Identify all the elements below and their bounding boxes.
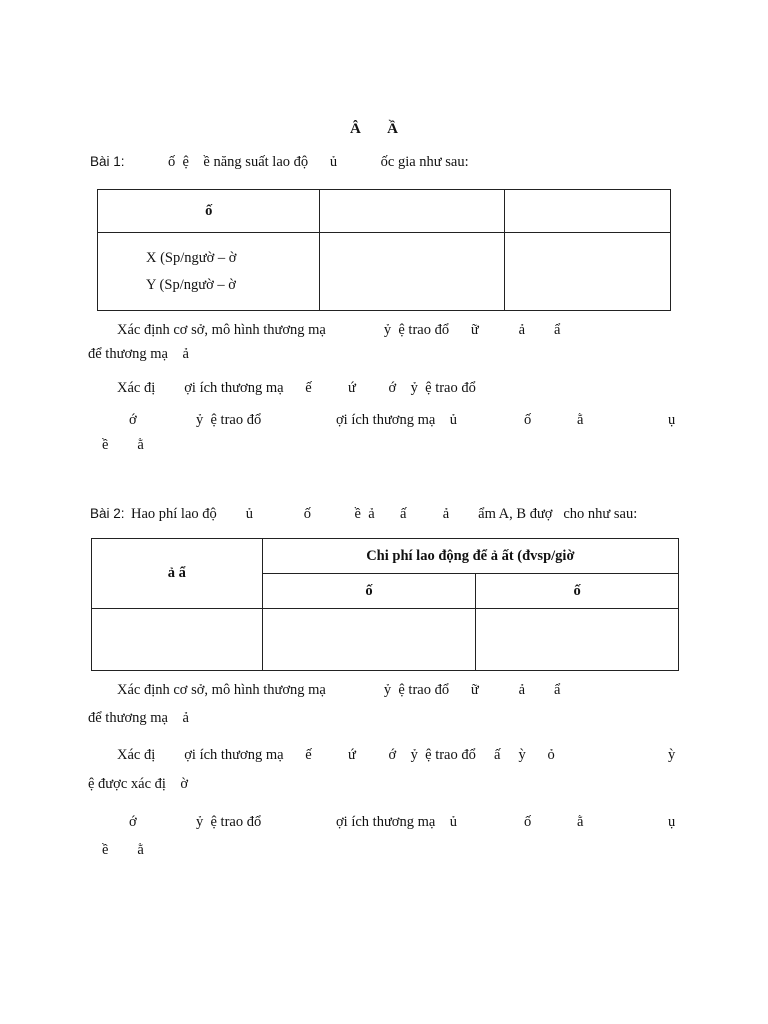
table-1-header-col3 [504, 190, 670, 233]
exercise-1-question-3-cont: ề ằ [102, 437, 144, 453]
exercise-2-question-1: Xác định cơ sở, mô hình thương mạ ỷ ệ trao đổ ữ ả ẩ [117, 682, 561, 698]
exercise-2-table [91, 538, 679, 671]
table-1-row-x: X (Sp/ngườ – ờ [146, 249, 237, 266]
exercise-1-question-3-f: ụ [668, 412, 676, 428]
exercise-1-question-2: Xác đị ợi ích thương mạ ế ứ ớ ỷ ệ trao đổ [117, 380, 476, 396]
table-2-cell [476, 609, 679, 671]
exercise-2-question-3-e: ằ [577, 814, 584, 830]
exercise-1-table [97, 189, 671, 311]
table-2-sub-head-1 [262, 574, 476, 609]
document-title: Â Ầ [350, 121, 398, 137]
table-2-cell [92, 609, 263, 671]
exercise-2-question-3-a: ớ [129, 814, 137, 830]
exercise-2-question-3-cont: ề ằ [102, 842, 144, 858]
exercise-2-label: Bài 2: [90, 506, 125, 521]
exercise-1-question-3-b: ỷ ệ trao đổ [196, 412, 262, 428]
exercise-1-question-3-e: ằ [577, 412, 584, 428]
table-1-header-col2 [320, 190, 504, 233]
exercise-2-question-2-end: ỳ [668, 747, 676, 763]
exercise-1-question-1: Xác định cơ sở, mô hình thương mạ ỷ ệ trao đổ ữ ả ẩ [117, 322, 561, 338]
exercise-2-question-3-b: ỷ ệ trao đổ [196, 814, 262, 830]
table-2-row-head-text: ả ẩ [167, 565, 186, 581]
exercise-1-question-3-a: ớ [129, 412, 137, 428]
exercise-1-question-3-d: ố [524, 412, 532, 428]
exercise-1-label: Bài 1: [90, 154, 125, 169]
exercise-2-question-2-cont: ệ được xác đị ờ [88, 776, 189, 792]
exercise-2-question-3-f: ụ [668, 814, 676, 830]
table-2-top-head [262, 539, 678, 574]
table-2-sub-head-1-text: ố [365, 582, 373, 599]
exercise-2-question-1-cont: để thương mạ ả [88, 710, 189, 726]
table-1-row-y: Y (Sp/ngườ – ờ [146, 276, 236, 293]
table-2-cell [262, 609, 476, 671]
table-2-sub-head-2-text: ố [573, 582, 581, 599]
exercise-2-question-2: Xác đị ợi ích thương mạ ế ứ ớ ỷ ệ trao đổ ấ ỳ ỏ [117, 747, 555, 763]
exercise-2-question-3-c: ợi ích thương mạ ủ [336, 814, 458, 830]
exercise-1-question-1-cont: để thương mạ ả [88, 346, 189, 362]
exercise-1-intro: ố ệ ề năng suất lao độ ủ ốc gia như sau: [168, 154, 469, 170]
table-1-row-labels [98, 233, 320, 311]
exercise-2-intro: Hao phí lao độ ủ ố ề ả ấ ả ẩm A, B đượ cho như sau: [131, 506, 638, 522]
table-1-header-col1-text: ố [205, 202, 213, 219]
exercise-2-question-3-d: ố [524, 814, 532, 830]
table-1-cell [320, 233, 504, 311]
table-1-cell [504, 233, 670, 311]
table-2-row-head [92, 539, 263, 609]
table-1-header-col1 [98, 190, 320, 233]
exercise-1-question-3-c: ợi ích thương mạ ủ [336, 412, 458, 428]
table-2-sub-head-2 [476, 574, 679, 609]
table-2-top-head-text: Chi phí lao động để ả ất (đvsp/giờ [366, 547, 575, 564]
